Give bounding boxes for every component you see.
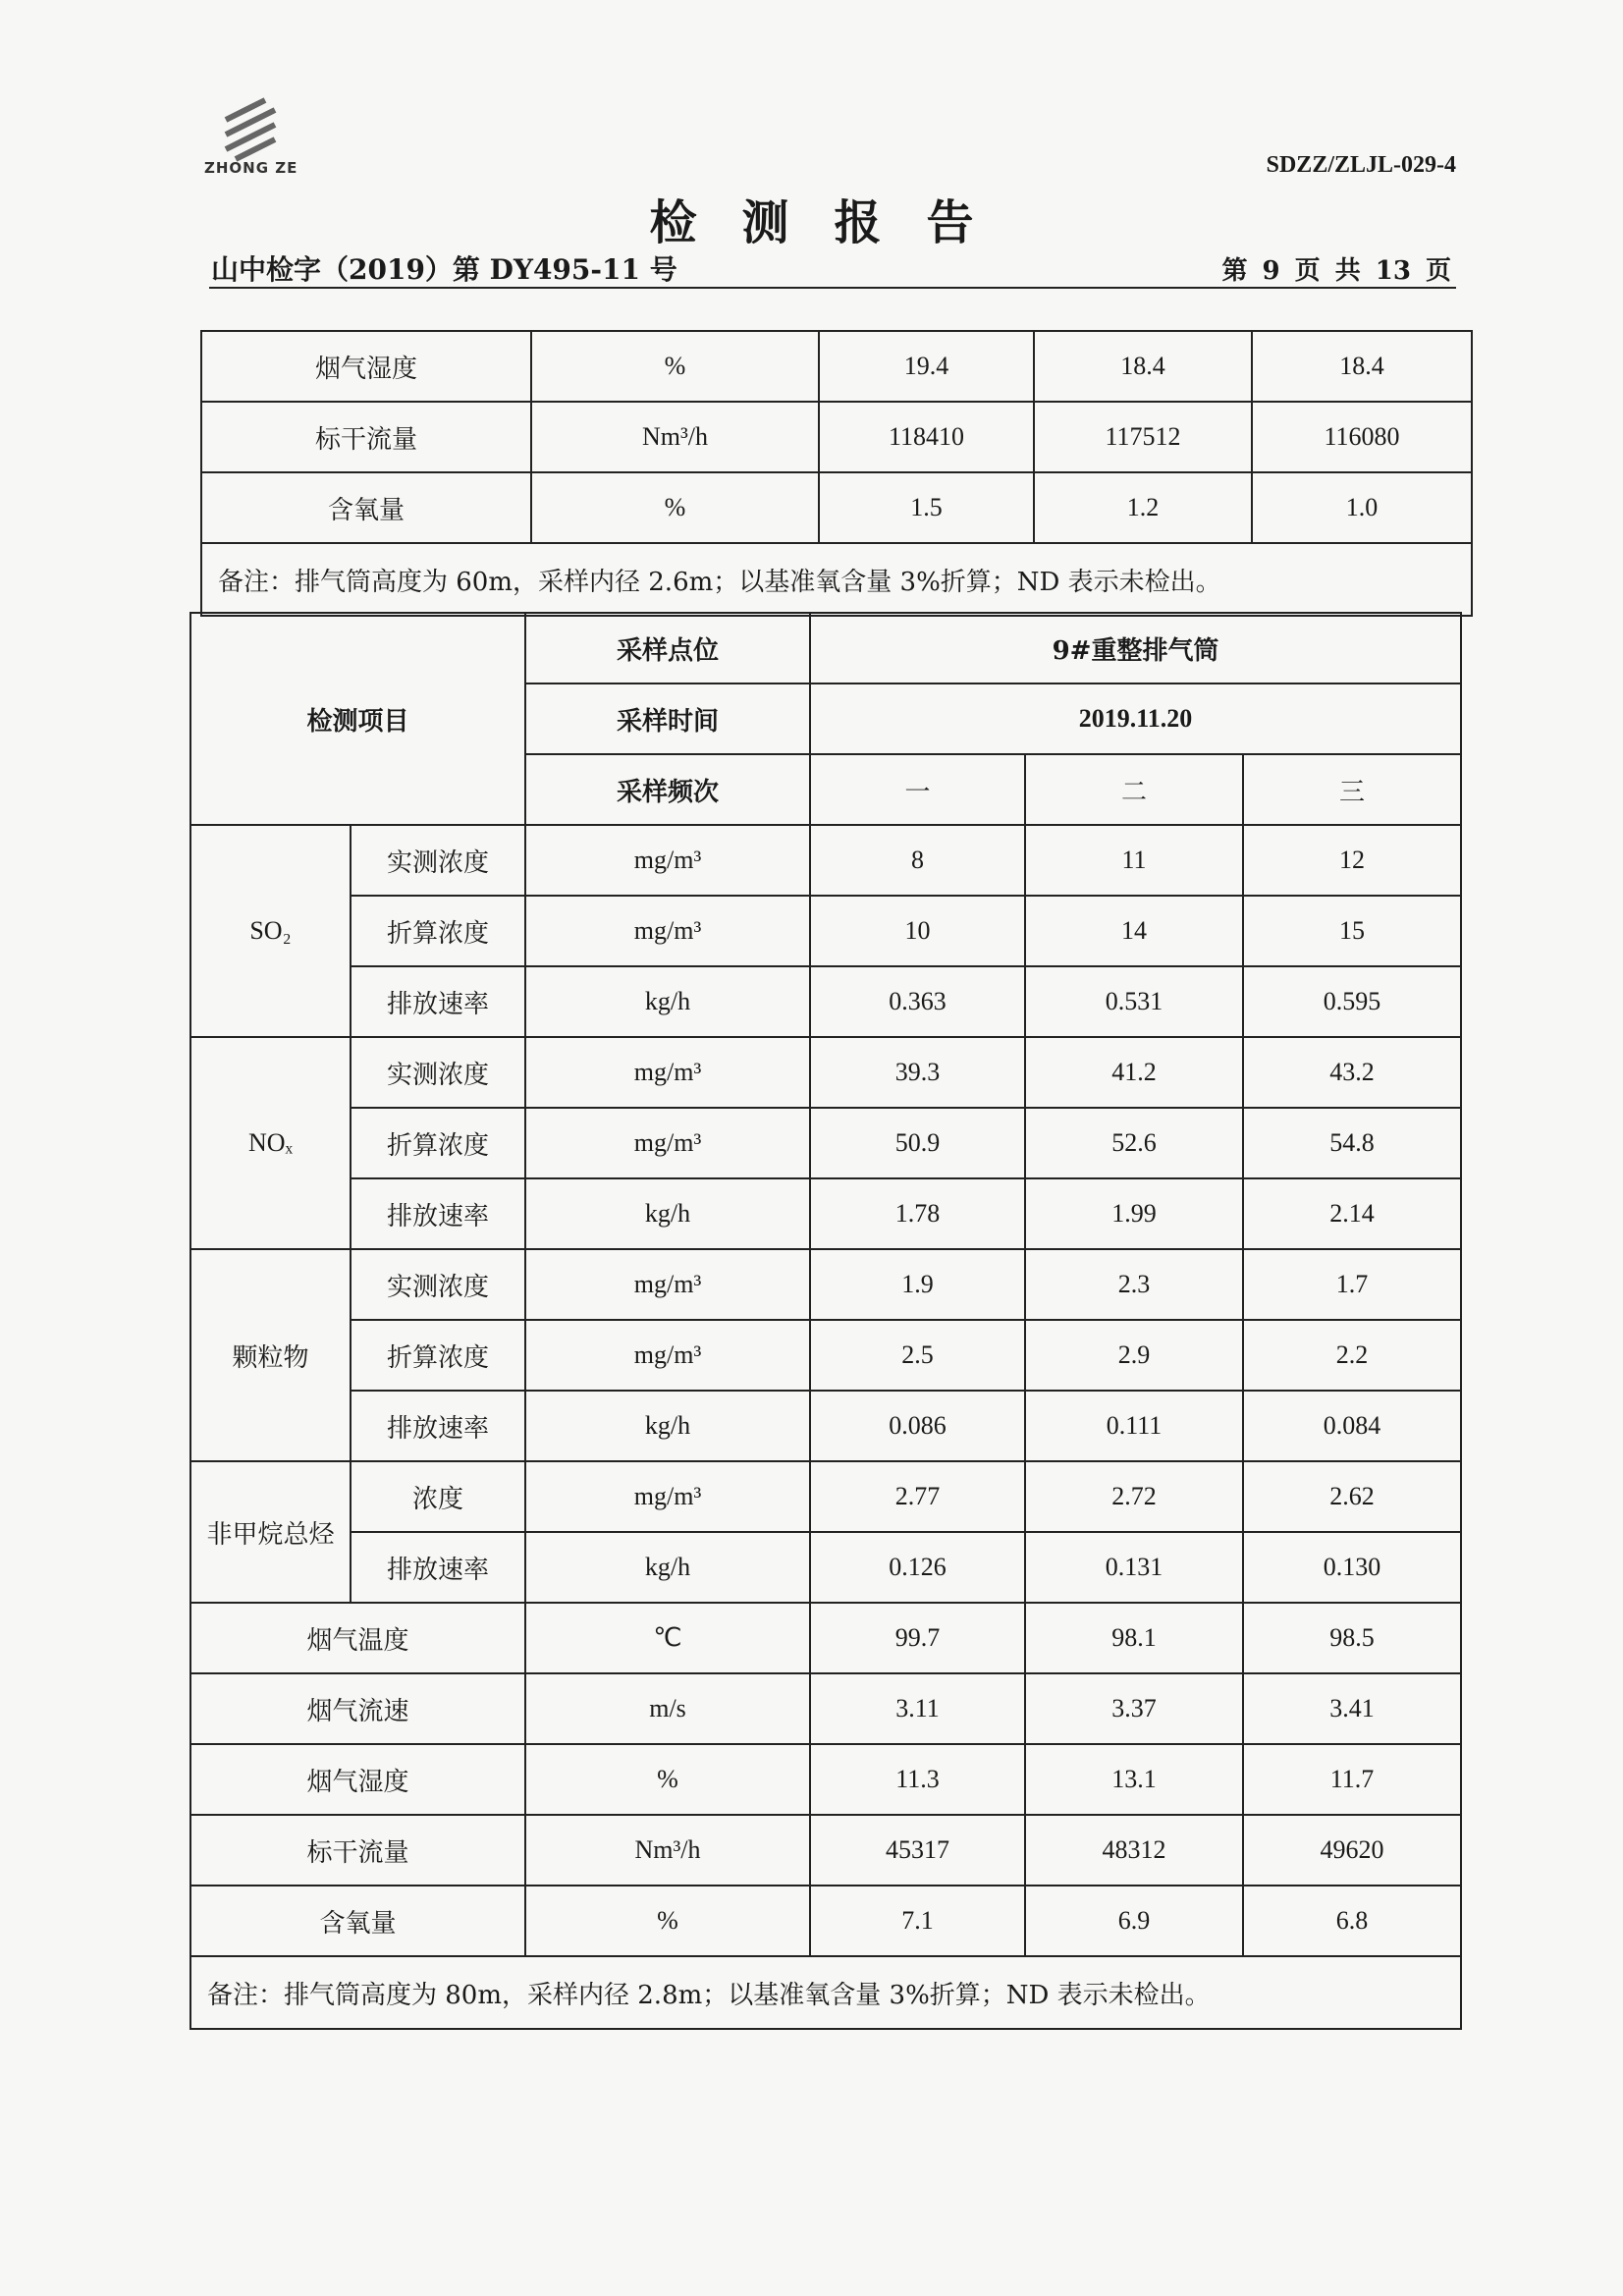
unit-cell: ℃ xyxy=(525,1603,810,1673)
parameter-cell: 折算浓度 xyxy=(351,1320,525,1391)
item-cell: 烟气流速 xyxy=(190,1673,525,1744)
parameter-cell: 排放速率 xyxy=(351,1391,525,1461)
sampling-time-label: 采样时间 xyxy=(525,683,810,754)
parameter-cell: 折算浓度 xyxy=(351,896,525,966)
value-cell: 0.111 xyxy=(1025,1391,1243,1461)
page-info: 第 9 页 共 13 页 xyxy=(1221,256,1451,286)
value-cell: 43.2 xyxy=(1243,1037,1461,1108)
parameter-cell: 实测浓度 xyxy=(351,825,525,896)
value-cell: 0.084 xyxy=(1243,1391,1461,1461)
value-cell: 0.131 xyxy=(1025,1532,1243,1603)
value-cell: 54.8 xyxy=(1243,1108,1461,1178)
value-cell: 7.1 xyxy=(810,1886,1025,1956)
previous-results-table xyxy=(200,330,1471,617)
table-row xyxy=(190,1037,1461,1108)
value-cell: 15 xyxy=(1243,896,1461,966)
value-cell: 11.7 xyxy=(1243,1744,1461,1815)
item-cell: 含氧量 xyxy=(190,1886,525,1956)
unit-cell: % xyxy=(525,1886,810,1956)
value-cell: 18.4 xyxy=(1034,331,1252,402)
value-cell: 1.0 xyxy=(1252,472,1472,543)
value-cell: 13.1 xyxy=(1025,1744,1243,1815)
parameter-cell: 排放速率 xyxy=(351,1178,525,1249)
value-cell: 98.5 xyxy=(1243,1603,1461,1673)
value-cell: 1.9 xyxy=(810,1249,1025,1320)
report-number: 山中检字（2019）第 DY495-11 号 xyxy=(211,253,677,286)
unit-cell: % xyxy=(531,472,819,543)
pollutant-name: NOₓ xyxy=(190,1037,351,1249)
value-cell: 3.11 xyxy=(810,1673,1025,1744)
item-cell: 标干流量 xyxy=(201,402,531,472)
value-cell: 99.7 xyxy=(810,1603,1025,1673)
table-row xyxy=(190,1391,1461,1461)
value-cell: 14 xyxy=(1025,896,1243,966)
value-cell: 0.126 xyxy=(810,1532,1025,1603)
page-title: 检测报告 xyxy=(649,195,1019,250)
table-row xyxy=(201,472,1472,543)
parameter-cell: 折算浓度 xyxy=(351,1108,525,1178)
table-row xyxy=(190,896,1461,966)
value-cell: 39.3 xyxy=(810,1037,1025,1108)
value-cell: 3.37 xyxy=(1025,1673,1243,1744)
item-cell: 烟气温度 xyxy=(190,1603,525,1673)
unit-cell: kg/h xyxy=(525,1391,810,1461)
value-cell: 1.78 xyxy=(810,1178,1025,1249)
note-row xyxy=(201,543,1472,616)
pollutant-name: 非甲烷总烃 xyxy=(190,1461,351,1603)
value-cell: 19.4 xyxy=(819,331,1034,402)
value-cell: 0.595 xyxy=(1243,966,1461,1037)
table-row xyxy=(201,402,1472,472)
table-row xyxy=(190,1815,1461,1886)
value-cell: 8 xyxy=(810,825,1025,896)
value-cell: 0.363 xyxy=(810,966,1025,1037)
frequency-cell: 一 xyxy=(810,754,1025,825)
value-cell: 45317 xyxy=(810,1815,1025,1886)
table-row xyxy=(190,1178,1461,1249)
item-cell: 含氧量 xyxy=(201,472,531,543)
parameter-cell: 实测浓度 xyxy=(351,1037,525,1108)
value-cell: 11.3 xyxy=(810,1744,1025,1815)
value-cell: 2.62 xyxy=(1243,1461,1461,1532)
table-row xyxy=(190,1461,1461,1532)
document-code: SDZZ/ZLJL-029-4 xyxy=(1266,152,1456,178)
sampling-point-value: 9#重整排气筒 xyxy=(810,613,1461,683)
frequency-cell: 二 xyxy=(1025,754,1243,825)
item-header: 检测项目 xyxy=(190,613,525,825)
value-cell: 49620 xyxy=(1243,1815,1461,1886)
value-cell: 52.6 xyxy=(1025,1108,1243,1178)
parameter-cell: 排放速率 xyxy=(351,966,525,1037)
value-cell: 118410 xyxy=(819,402,1034,472)
table-row xyxy=(190,966,1461,1037)
value-cell: 2.14 xyxy=(1243,1178,1461,1249)
value-cell: 41.2 xyxy=(1025,1037,1243,1108)
table-row xyxy=(201,331,1472,402)
value-cell: 11 xyxy=(1025,825,1243,896)
table-row xyxy=(190,1249,1461,1320)
parameter-cell: 排放速率 xyxy=(351,1532,525,1603)
value-cell: 116080 xyxy=(1252,402,1472,472)
unit-cell: Nm³/h xyxy=(525,1815,810,1886)
value-cell: 98.1 xyxy=(1025,1603,1243,1673)
value-cell: 0.086 xyxy=(810,1391,1025,1461)
sampling-time-value: 2019.11.20 xyxy=(810,683,1461,754)
unit-cell: mg/m³ xyxy=(525,825,810,896)
value-cell: 1.2 xyxy=(1034,472,1252,543)
table-row xyxy=(190,1744,1461,1815)
unit-cell: mg/m³ xyxy=(525,1461,810,1532)
table-row xyxy=(190,825,1461,896)
value-cell: 2.72 xyxy=(1025,1461,1243,1532)
unit-cell: mg/m³ xyxy=(525,1320,810,1391)
value-cell: 10 xyxy=(810,896,1025,966)
unit-cell: mg/m³ xyxy=(525,1108,810,1178)
value-cell: 2.5 xyxy=(810,1320,1025,1391)
value-cell: 3.41 xyxy=(1243,1673,1461,1744)
sampling-point-label: 采样点位 xyxy=(525,613,810,683)
table-row xyxy=(190,1320,1461,1391)
value-cell: 12 xyxy=(1243,825,1461,896)
value-cell: 2.3 xyxy=(1025,1249,1243,1320)
pollutant-name: SO₂ xyxy=(190,825,351,1037)
header-divider xyxy=(209,287,1456,289)
item-cell: 标干流量 xyxy=(190,1815,525,1886)
value-cell: 1.99 xyxy=(1025,1178,1243,1249)
value-cell: 0.531 xyxy=(1025,966,1243,1037)
value-cell: 6.8 xyxy=(1243,1886,1461,1956)
value-cell: 6.9 xyxy=(1025,1886,1243,1956)
monitoring-results-table xyxy=(189,612,1460,2030)
table-row xyxy=(190,1532,1461,1603)
parameter-cell: 浓度 xyxy=(351,1461,525,1532)
note-row xyxy=(190,1956,1461,2029)
table-note: 备注：排气筒高度为 80m，采样内径 2.8m；以基准氧含量 3%折算；ND 表示未检出。 xyxy=(190,1956,1461,2029)
value-cell: 50.9 xyxy=(810,1108,1025,1178)
table-row xyxy=(190,1673,1461,1744)
value-cell: 2.77 xyxy=(810,1461,1025,1532)
unit-cell: m/s xyxy=(525,1673,810,1744)
value-cell: 18.4 xyxy=(1252,331,1472,402)
logo-text: ZHONG ZE xyxy=(204,159,298,177)
unit-cell: % xyxy=(531,331,819,402)
unit-cell: mg/m³ xyxy=(525,1249,810,1320)
table-row xyxy=(190,1108,1461,1178)
table-note: 备注：排气筒高度为 60m，采样内径 2.6m；以基准氧含量 3%折算；ND 表示未检出。 xyxy=(201,543,1472,616)
item-cell: 烟气湿度 xyxy=(190,1744,525,1815)
table-row xyxy=(190,1886,1461,1956)
frequency-cell: 三 xyxy=(1243,754,1461,825)
table-row xyxy=(190,1603,1461,1673)
table-header-row xyxy=(190,613,1461,683)
value-cell: 2.9 xyxy=(1025,1320,1243,1391)
value-cell: 48312 xyxy=(1025,1815,1243,1886)
unit-cell: % xyxy=(525,1744,810,1815)
value-cell: 2.2 xyxy=(1243,1320,1461,1391)
unit-cell: kg/h xyxy=(525,966,810,1037)
unit-cell: mg/m³ xyxy=(525,896,810,966)
value-cell: 117512 xyxy=(1034,402,1252,472)
value-cell: 1.7 xyxy=(1243,1249,1461,1320)
item-cell: 烟气湿度 xyxy=(201,331,531,402)
sampling-frequency-label: 采样频次 xyxy=(525,754,810,825)
unit-cell: kg/h xyxy=(525,1178,810,1249)
pollutant-name: 颗粒物 xyxy=(190,1249,351,1461)
unit-cell: kg/h xyxy=(525,1532,810,1603)
value-cell: 0.130 xyxy=(1243,1532,1461,1603)
unit-cell: Nm³/h xyxy=(531,402,819,472)
parameter-cell: 实测浓度 xyxy=(351,1249,525,1320)
value-cell: 1.5 xyxy=(819,472,1034,543)
unit-cell: mg/m³ xyxy=(525,1037,810,1108)
